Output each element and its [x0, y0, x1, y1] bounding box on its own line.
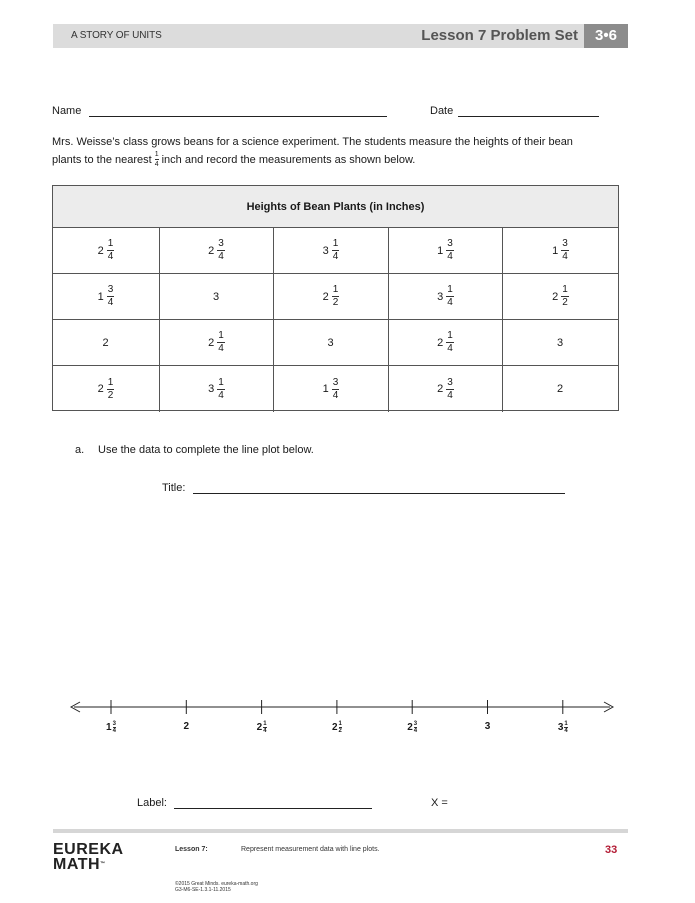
- footer-description: Represent measurement data with line plots.: [241, 846, 380, 853]
- fraction-numerator: 3: [218, 238, 224, 249]
- name-field[interactable]: [89, 104, 387, 117]
- cell-whole-number: 3: [556, 336, 564, 349]
- fraction-numerator: 1: [562, 284, 568, 295]
- cell-whole-number: 2: [322, 290, 329, 303]
- fraction-denominator: 4: [447, 389, 453, 401]
- cell-whole-number: 2: [102, 336, 109, 349]
- cell-fraction: [446, 378, 454, 401]
- cell-whole-number: 3: [327, 336, 334, 349]
- cell-whole-number: 2: [97, 244, 104, 257]
- cell-whole-number: 3: [208, 383, 215, 395]
- number-line-axis: [68, 697, 616, 717]
- fraction-denominator: 4: [107, 297, 114, 308]
- table-cell: [389, 366, 503, 412]
- cell-fraction: [446, 239, 454, 262]
- fraction-denominator: 2: [107, 389, 114, 401]
- fraction-numerator: 3: [447, 238, 453, 249]
- tick-fraction: [564, 721, 567, 734]
- tick-fraction: [113, 721, 116, 734]
- table-row: [53, 274, 618, 320]
- footer-rule: [53, 829, 628, 833]
- cell-whole-number: 2: [97, 383, 104, 395]
- fraction-denominator: 4: [332, 389, 339, 401]
- tick-label: [247, 721, 277, 734]
- fraction-numerator: 1: [332, 238, 339, 249]
- header-bar: [53, 24, 628, 48]
- table-cell: [503, 320, 618, 365]
- tick-whole: 2: [407, 722, 413, 733]
- cell-whole-number: 3: [212, 290, 220, 303]
- cell-whole-number: 2: [208, 336, 215, 349]
- table-cell: [160, 320, 274, 365]
- fraction-denominator: 4: [332, 251, 339, 262]
- table-cell: [389, 274, 503, 319]
- intro-line-2: [52, 151, 622, 168]
- footer-lesson: Lesson 7:: [175, 846, 208, 853]
- intro-text-after: inch and record the measurements as shown below.: [161, 153, 416, 166]
- module-badge: 3•6: [584, 24, 628, 48]
- cell-fraction: [561, 239, 569, 262]
- fraction-denominator: 4: [218, 343, 224, 354]
- copyright-line-2: G3-M6-SE-1.3.1-11.2015: [175, 887, 231, 893]
- cell-fraction: [332, 378, 340, 401]
- number-line: [68, 697, 616, 747]
- fraction-denominator: 4: [564, 728, 568, 734]
- table-cell: [160, 274, 274, 319]
- fraction-denominator: 4: [413, 728, 418, 734]
- table-cell: [274, 320, 389, 365]
- fraction-numerator: 1: [447, 284, 453, 295]
- table-cell: [53, 228, 160, 273]
- fraction-numerator: 1: [338, 721, 342, 727]
- fraction-numerator: 1: [154, 151, 159, 158]
- part-a-marker: a.: [75, 444, 85, 456]
- table-cell: [274, 366, 389, 412]
- tick-whole: 2: [331, 722, 338, 733]
- title-field[interactable]: [193, 481, 565, 494]
- table-cell: [389, 320, 503, 365]
- fraction-denominator: 2: [332, 297, 339, 308]
- fraction-numerator: 1: [107, 376, 114, 388]
- lesson-title: Lesson 7 Problem Set: [421, 27, 578, 44]
- cell-whole-number: 1: [322, 383, 329, 395]
- table-cell: [503, 228, 618, 273]
- table-cell: [53, 366, 160, 412]
- table-cell: [389, 228, 503, 273]
- tick-label: [322, 721, 352, 734]
- tick-whole: 2: [183, 721, 190, 732]
- fraction-numerator: 3: [562, 238, 568, 249]
- table-cell: [53, 274, 160, 319]
- quarter-fraction: [155, 151, 159, 168]
- fraction-numerator: 1: [332, 284, 339, 295]
- table-cell: [503, 274, 618, 319]
- fraction-denominator: 4: [447, 343, 453, 354]
- logo-line-1: EUREKA: [53, 841, 124, 858]
- copyright-line-1: ©2015 Great Minds. eureka-math.org: [175, 881, 258, 887]
- name-label: Name: [52, 105, 82, 117]
- fraction-denominator: 4: [447, 297, 453, 308]
- tick-label: [397, 721, 427, 734]
- cell-fraction: [446, 331, 454, 354]
- fraction-numerator: 3: [107, 284, 114, 295]
- logo-trademark: ™: [100, 861, 106, 867]
- fraction-numerator: 1: [218, 330, 224, 341]
- cell-whole-number: 2: [437, 336, 444, 349]
- cell-fraction: [332, 239, 340, 262]
- fraction-denominator: 4: [447, 251, 453, 262]
- fraction-denominator: 4: [218, 389, 224, 401]
- tick-whole: 3: [484, 721, 491, 732]
- cell-fraction: [107, 378, 115, 401]
- tick-label: [473, 721, 503, 732]
- eureka-math-logo: [53, 842, 124, 872]
- tick-label: [171, 721, 201, 732]
- table-row: [53, 366, 618, 412]
- copyright: [175, 881, 258, 893]
- fraction-denominator: 4: [263, 728, 267, 734]
- fraction-numerator: 1: [107, 238, 114, 249]
- fraction-numerator: 3: [112, 721, 116, 727]
- tick-label: [96, 721, 126, 734]
- cell-whole-number: 2: [437, 383, 444, 395]
- cell-whole-number: 1: [437, 244, 444, 257]
- fraction-numerator: 3: [413, 721, 418, 727]
- fraction-numerator: 1: [218, 376, 224, 388]
- cell-fraction: [217, 239, 225, 262]
- logo-line-2: MATH: [53, 856, 101, 873]
- cell-whole-number: 2: [208, 244, 215, 257]
- cell-whole-number: 3: [437, 290, 444, 303]
- table-cell: [160, 228, 274, 273]
- cell-fraction: [446, 285, 454, 308]
- tick-whole: 2: [256, 722, 263, 733]
- cell-fraction: [107, 239, 115, 262]
- bean-heights-table: [52, 185, 619, 411]
- cell-whole-number: 3: [322, 244, 329, 257]
- table-cell: [53, 320, 160, 365]
- tick-fraction: [414, 721, 417, 734]
- fraction-numerator: 1: [447, 330, 453, 341]
- tick-whole: 1: [106, 722, 112, 733]
- label-label: Label:: [137, 797, 167, 809]
- x-key-label: X =: [431, 797, 448, 809]
- title-label: Title:: [162, 482, 186, 494]
- fraction-numerator: 3: [447, 376, 453, 388]
- fraction-denominator: 4: [107, 251, 114, 262]
- date-field[interactable]: [458, 104, 599, 117]
- cell-fraction: [107, 285, 115, 308]
- intro-text-before: plants to the nearest: [52, 153, 152, 166]
- fraction-denominator: 4: [154, 161, 159, 168]
- cell-whole-number: 2: [552, 290, 559, 303]
- series-title: A STORY OF UNITS: [71, 30, 162, 41]
- table-cell: [503, 366, 618, 412]
- cell-whole-number: 1: [552, 244, 559, 257]
- fraction-denominator: 4: [112, 728, 116, 734]
- tick-fraction: [339, 721, 342, 734]
- cell-fraction: [217, 331, 225, 354]
- table-cell: [274, 274, 389, 319]
- fraction-numerator: 1: [564, 721, 568, 727]
- cell-fraction: [561, 285, 569, 308]
- page-number: 33: [605, 844, 618, 856]
- tick-whole: 3: [557, 722, 564, 733]
- fraction-denominator: 4: [218, 251, 224, 262]
- cell-whole-number: 2: [556, 383, 564, 395]
- part-a-instruction: Use the data to complete the line plot below.: [98, 444, 314, 456]
- table-row: [53, 228, 618, 274]
- tick-fraction: [263, 721, 266, 734]
- label-field[interactable]: [174, 796, 372, 809]
- date-label: Date: [430, 105, 454, 117]
- table-cell: [160, 366, 274, 412]
- cell-fraction: [332, 285, 340, 308]
- cell-whole-number: 1: [97, 290, 104, 303]
- fraction-numerator: 1: [263, 721, 267, 727]
- table-title: Heights of Bean Plants (in Inches): [53, 186, 618, 228]
- fraction-denominator: 2: [338, 728, 342, 734]
- fraction-numerator: 3: [332, 376, 339, 388]
- table-cell: [274, 228, 389, 273]
- tick-label: [548, 721, 578, 734]
- fraction-denominator: 2: [562, 297, 568, 308]
- table-row: [53, 320, 618, 366]
- intro-line-1: Mrs. Weisse’s class grows beans for a science experiment. The students measure the heights of their bean: [52, 136, 573, 148]
- cell-fraction: [217, 378, 225, 401]
- fraction-denominator: 4: [562, 251, 568, 262]
